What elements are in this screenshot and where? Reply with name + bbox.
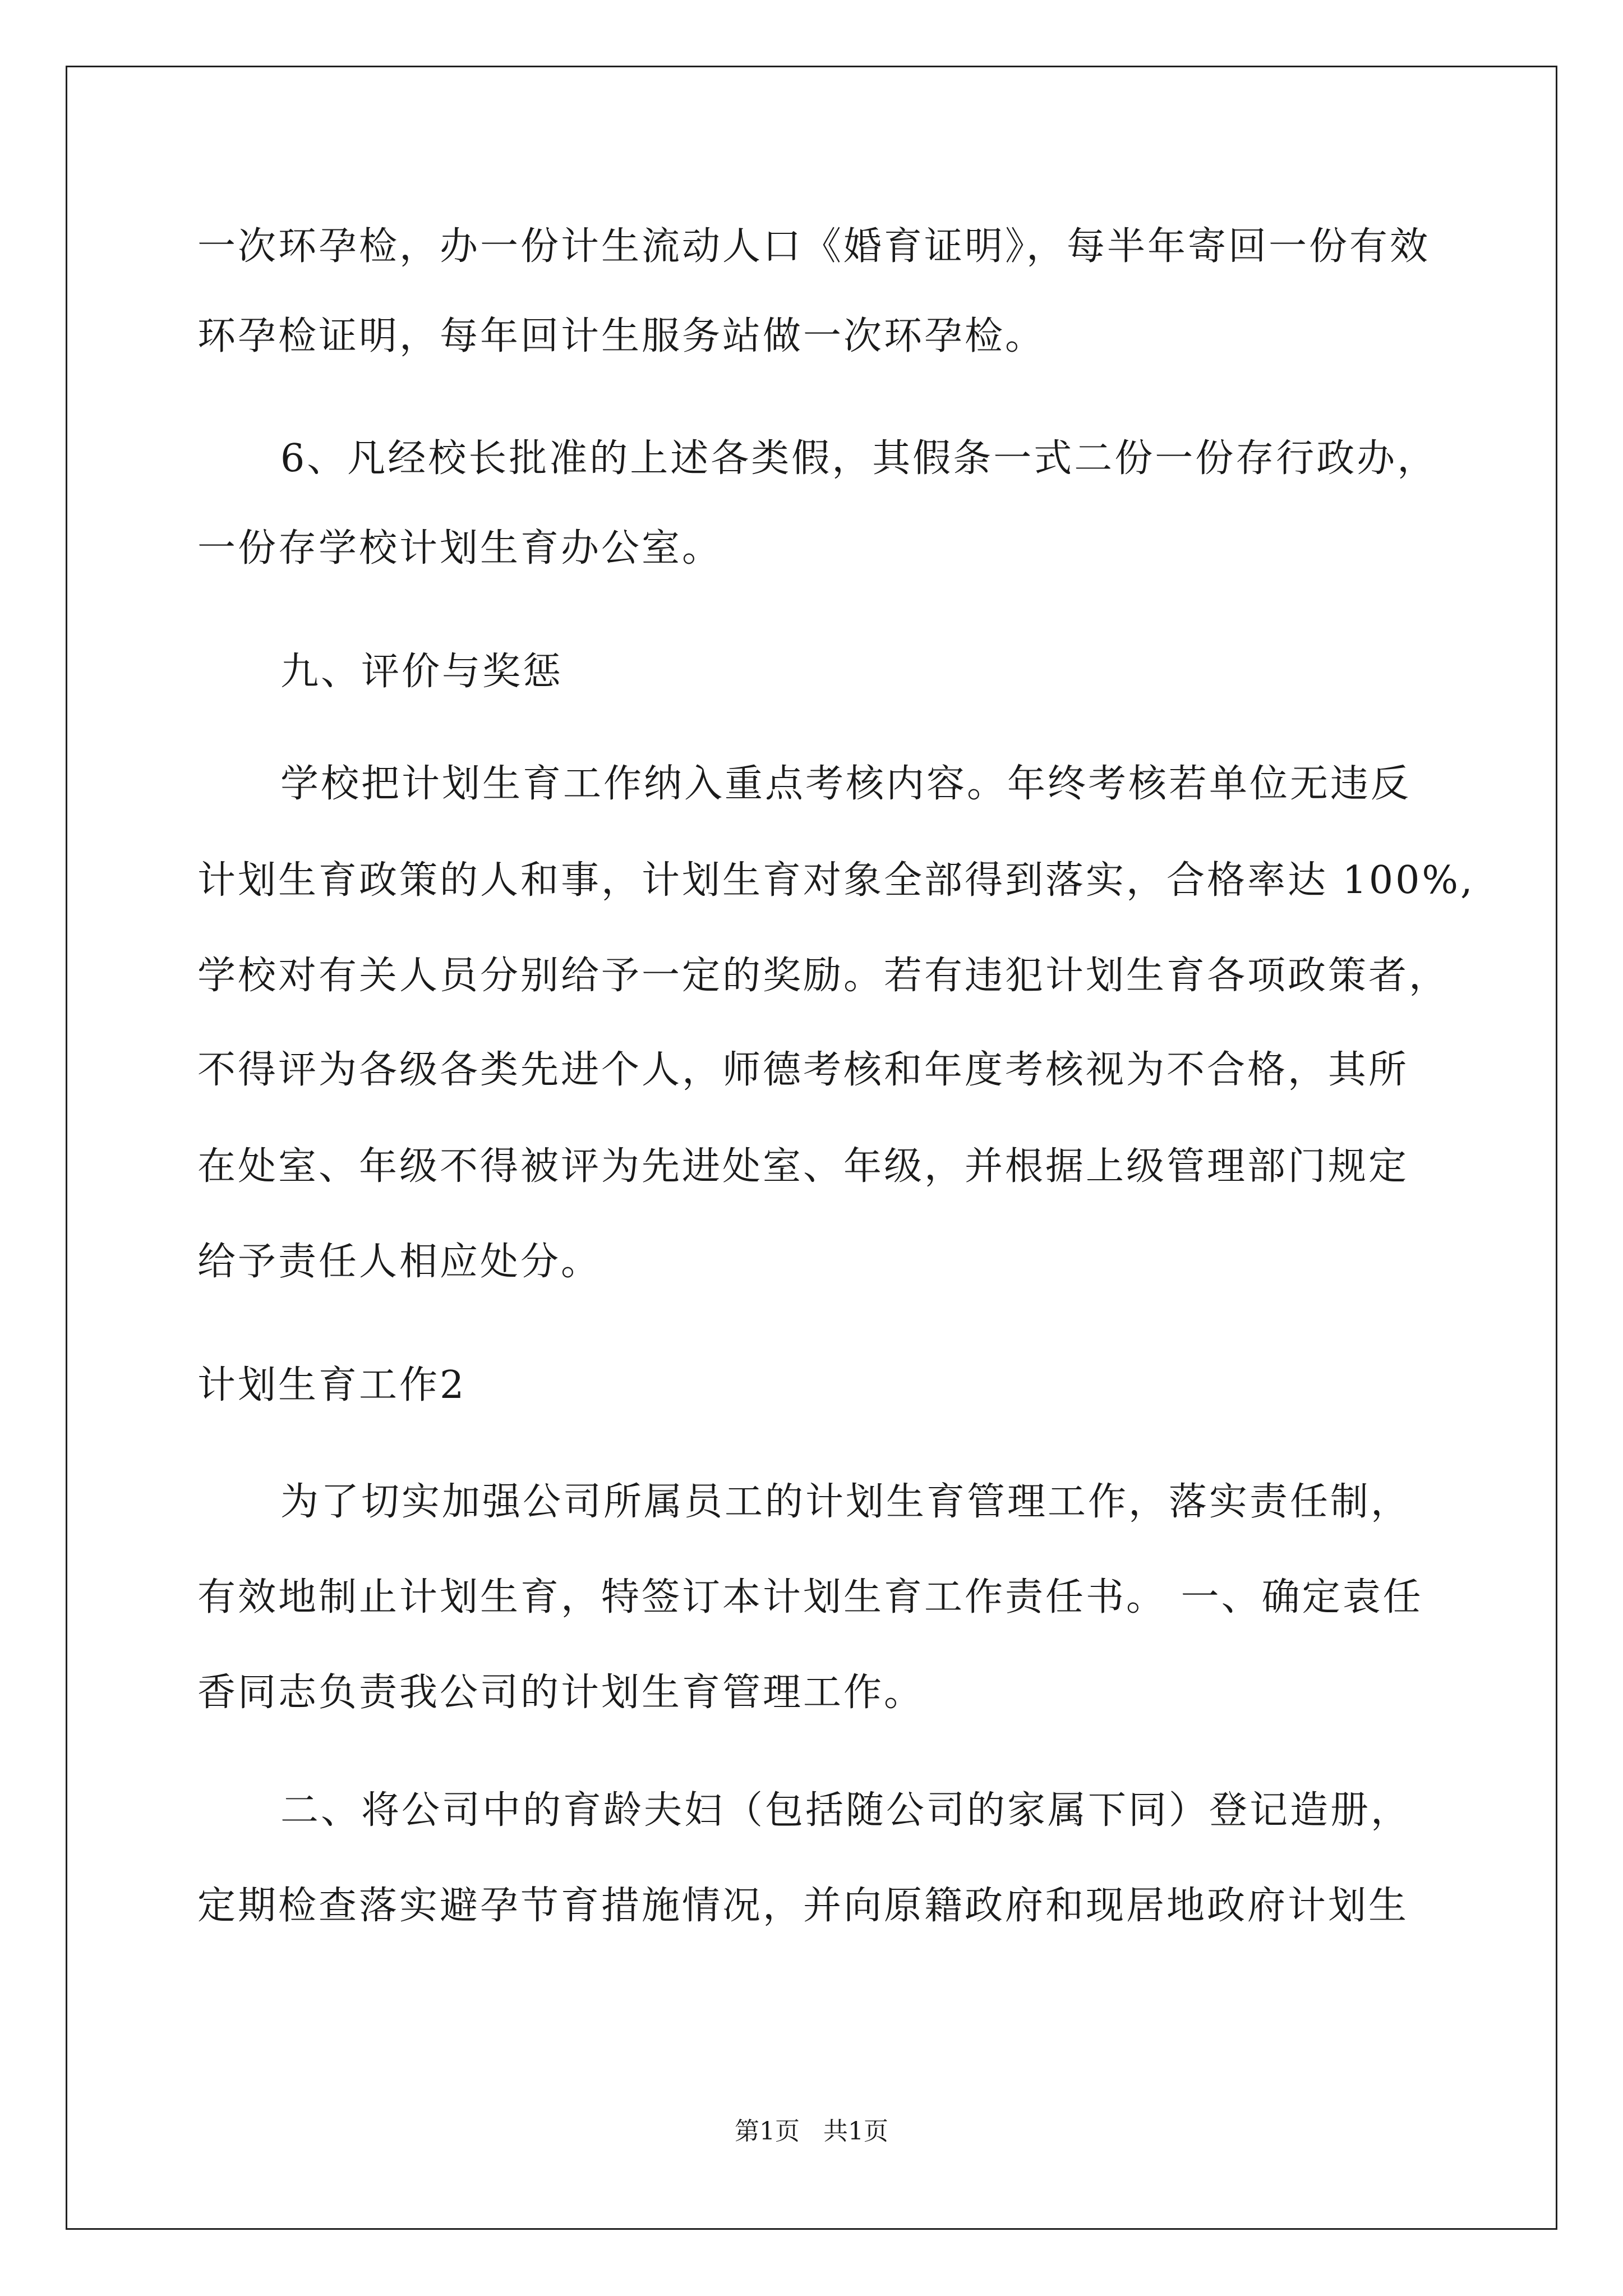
body-line-9: 不得评为各级各类先进个人，师德考核和年度考核视为不合格，其所	[197, 1048, 1409, 1092]
body-line-3: 6、凡经校长批准的上述各类假，其假条一式二份一份存行政办，	[280, 436, 1438, 481]
document-subtitle: 计划生育工作2	[197, 1363, 467, 1407]
body-line-15: 香同志负责我公司的计划生育管理工作。	[197, 1671, 925, 1715]
body-line-4: 一份存学校计划生育办公室。	[197, 526, 723, 570]
body-line-14: 有效地制止计划生育，特签订本计划生育工作责任书。 一、确定袁任	[197, 1575, 1423, 1619]
body-line-13: 为了切实加强公司所属员工的计划生育管理工作，落实责任制，	[280, 1480, 1412, 1524]
body-line-17: 定期检查落实避孕节育措施情况，并向原籍政府和现居地政府计划生	[197, 1884, 1409, 1928]
body-line-8: 学校对有关人员分别给予一定的奖励。若有违犯计划生育各项政策者，	[197, 954, 1450, 998]
body-line-6: 学校把计划生育工作纳入重点考核内容。年终考核若单位无违反	[280, 762, 1412, 806]
body-line-1: 一次环孕检，办一份计生流动人口《婚育证明》，每半年寄回一份有效	[197, 224, 1431, 269]
body-line-16: 二、将公司中的育龄夫妇（包括随公司的家属下同）登记造册，	[280, 1788, 1412, 1833]
section-heading-9: 九、评价与奖惩	[280, 650, 564, 694]
body-line-2: 环孕检证明，每年回计生服务站做一次环孕检。	[197, 314, 1046, 358]
body-line-11: 给予责任人相应处分。	[197, 1240, 602, 1284]
body-line-7: 计划生育政策的人和事，计划生育对象全部得到落实，合格率达 100%,	[197, 858, 1475, 903]
body-line-10: 在处室、年级不得被评为先进处室、年级，并根据上级管理部门规定	[197, 1144, 1409, 1189]
page-number-footer: 第1页 共1页	[735, 2117, 888, 2146]
